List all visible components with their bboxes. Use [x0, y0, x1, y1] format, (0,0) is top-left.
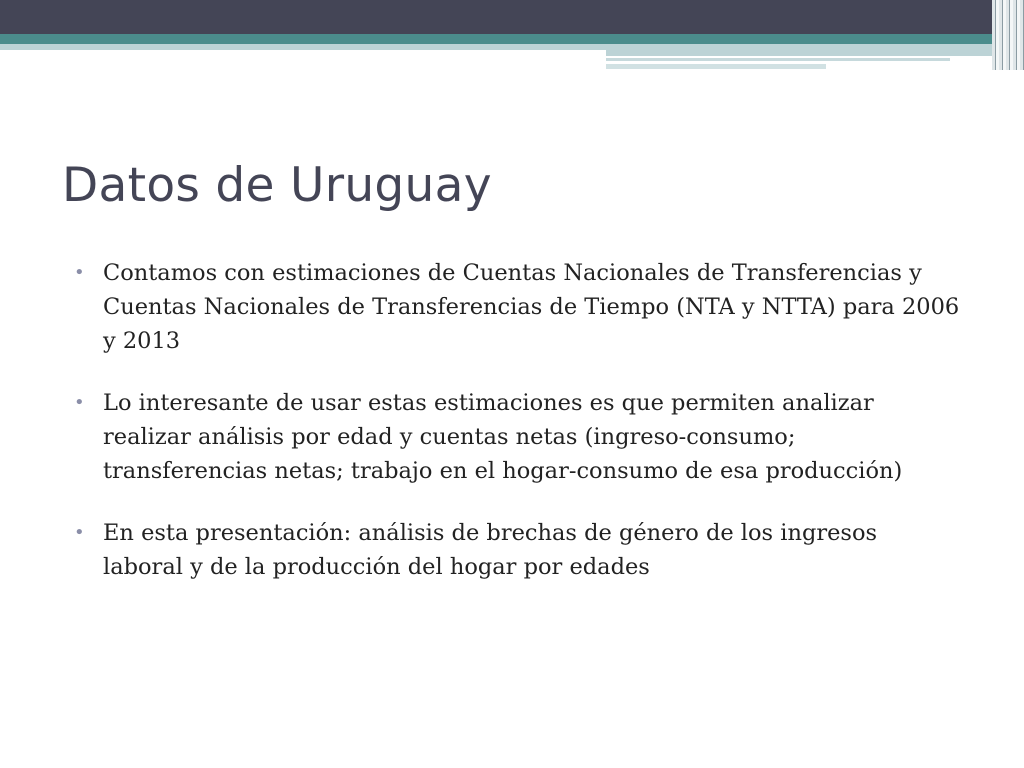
bullet-text: En esta presentación: análisis de brechas de género de los ingresos laboral y de la producción del hogar por edades	[103, 520, 878, 580]
bullet-list	[74, 256, 964, 584]
bullet-icon: •	[74, 262, 85, 283]
bullet-item	[74, 256, 964, 358]
bullet-icon: •	[74, 522, 85, 543]
bullet-item	[74, 516, 964, 584]
header-band-teal	[0, 34, 1024, 44]
header-band-light-left	[0, 44, 606, 50]
header-band-light-right	[606, 44, 1024, 56]
header-stripes	[992, 0, 1024, 70]
bullet-item	[74, 386, 964, 488]
header-accent-line	[606, 58, 950, 61]
header-accent-line-short	[606, 64, 826, 69]
bullet-icon: •	[74, 392, 85, 413]
bullet-text: Lo interesante de usar estas estimaciones es que permiten analizar realizar análisis por edad y cuentas netas (ingreso-consumo; transferencias netas; trabajo en el hogar-consumo de esa producción)	[103, 390, 903, 484]
bullet-text: Contamos con estimaciones de Cuentas Nacionales de Transferencias y Cuentas Nacionales de Transferencias de Tiempo (NTA y NTTA) para 2006 y 2013	[103, 260, 960, 354]
slide-title: Datos de Uruguay	[62, 158, 492, 213]
header-band-dark	[0, 0, 1024, 34]
